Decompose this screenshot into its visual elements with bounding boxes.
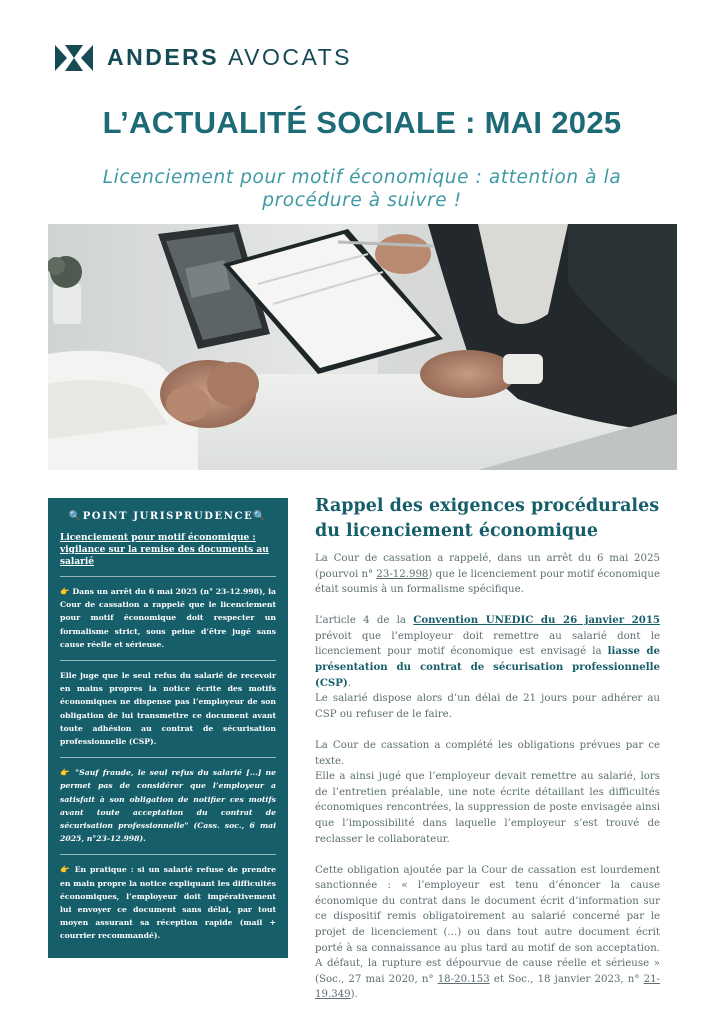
- paragraph-1-text-b: ) que le licenciement pour motif économique était soumis à un formalisme spécifique.: [315, 568, 661, 596]
- sidebar-header: 🔍POINT JURISPRUDENCE🔍: [68, 511, 268, 522]
- paragraph-2-text-c: .: [347, 677, 352, 689]
- paragraph-6-text-c: ).: [350, 989, 358, 1001]
- paragraph-6-text-a: Cette obligation ajoutée par la Cour de cassation est lourdement sanctionnée : « l’employeur est tenu d’énoncer la cause économique du contrat dans le document écrit d’information sur ce dispositif remis obligatoirement au salarié concerné par le projet de licenciement (...) ou dans tout autre document écrit porté à sa connaissance au plus tard au motif de son acceptation. A défaut, la rupture est dépourvue de cause réelle et sérieuse » (Soc., 27 mai 2020, n°: [315, 864, 660, 985]
- paragraph-1: [315, 551, 660, 598]
- brand-name-bold: ANDERS: [107, 44, 220, 70]
- page-subtitle: Licenciement pour motif économique : attention à la procédure à suivre !: [102, 167, 622, 211]
- paragraph-6-text-b: et Soc., 18 janvier 2023, n°: [489, 973, 644, 985]
- brand-name: [107, 44, 352, 71]
- pourvoi-23-12998-link[interactable]: 23-12.998: [376, 568, 429, 580]
- main-article: [315, 494, 660, 1003]
- paragraph-2-text-a: L’article 4 de la: [315, 615, 414, 627]
- hero-image: [48, 224, 677, 470]
- paragraph-6: [315, 863, 660, 1003]
- jurisprudence-sidebar: [48, 498, 288, 958]
- sidebar-block-3: [60, 758, 276, 854]
- convention-unedic-link[interactable]: Convention UNEDIC du 26 janvier 2015: [413, 614, 660, 627]
- sidebar-block-3-text: "Sauf fraude, le seul refus du salarié [...] ne permet pas de considérer que l’employeur a satisfait à son obligation de notifier ces motifs avant toute acceptation du contrat de sécurisation professionnelle" (Cass. soc., 6 mai 2025, n°23-12.998).: [60, 768, 276, 844]
- paragraph-5: Elle a ainsi jugé que l’employeur devait remettre au salarié, lors de l’entretien préalable, une note écrite détaillant les difficultés économiques rencontrées, la suppression de poste envisagée ainsi que l’impossibilité dans laquelle l’employeur s’est trouvé de reclasser le collaborateur.: [315, 771, 660, 845]
- paragraph-2-text-b: prévoit que l’employeur doit remettre au salarié dont le licenciement pour motif économique est envisagé la: [315, 630, 660, 658]
- article-title: Rappel des exigences procédurales du licenciement économique: [315, 496, 660, 541]
- sidebar-block-2: Elle juge que le seul refus du salarié de recevoir en mains propres la notice écrite des motifs économiques ne dispense pas l’employeur de son obligation de lui transmettre ce document avant toute adhésion au contrat de sécurisation professionnelle (CSP).: [60, 671, 276, 747]
- sidebar-heading: Licenciement pour motif économique : vigilance sur la remise des documents au salarié: [60, 533, 269, 567]
- meeting-photo-image: [48, 224, 677, 470]
- paragraph-3: Le salarié dispose alors d’un délai de 21 jours pour adhérer au CSP ou refuser de le faire.: [315, 693, 660, 720]
- pointing-hand-icon: 👉: [60, 768, 72, 778]
- sidebar-block-4: 👉 En pratique : si un salarié refuse de prendre en main propre la notice expliquant les difficultés économiques, l’employeur doit impérativement lui envoyer ce document sans délai, par tout moyen assurant sa réception rapide (mail + courrier recommandé).: [60, 865, 276, 941]
- brand-name-light: AVOCATS: [228, 44, 353, 70]
- sidebar-block-1: 👉 Dans un arrêt du 6 mai 2025 (n° 23-12.998), la Cour de cassation a rappelé que le licenciement pour motif économique doit respecter un formalisme strict, sous peine d’être jugé sans cause réelle et sérieuse.: [60, 587, 276, 649]
- paragraph-1-text-a: La Cour de cassation a rappelé, dans un arrêt du 6 mai 2025 (pourvoi n°: [315, 553, 660, 580]
- anders-logo-icon: [55, 45, 93, 71]
- paragraph-2: [315, 613, 660, 691]
- brand-logo: [55, 44, 352, 71]
- arret-18-20153-link[interactable]: 18-20.153: [437, 973, 490, 985]
- paragraph-4: La Cour de cassation a complété les obligations prévues par ce texte.: [315, 739, 660, 767]
- csp-bold-text: liasse de présentation du contrat de sécurisation professionnelle (CSP): [315, 645, 660, 689]
- page-title: L’ACTUALITÉ SOCIALE : MAI 2025: [102, 105, 622, 140]
- arret-21-19349-link[interactable]: 21-19.349: [315, 973, 660, 1001]
